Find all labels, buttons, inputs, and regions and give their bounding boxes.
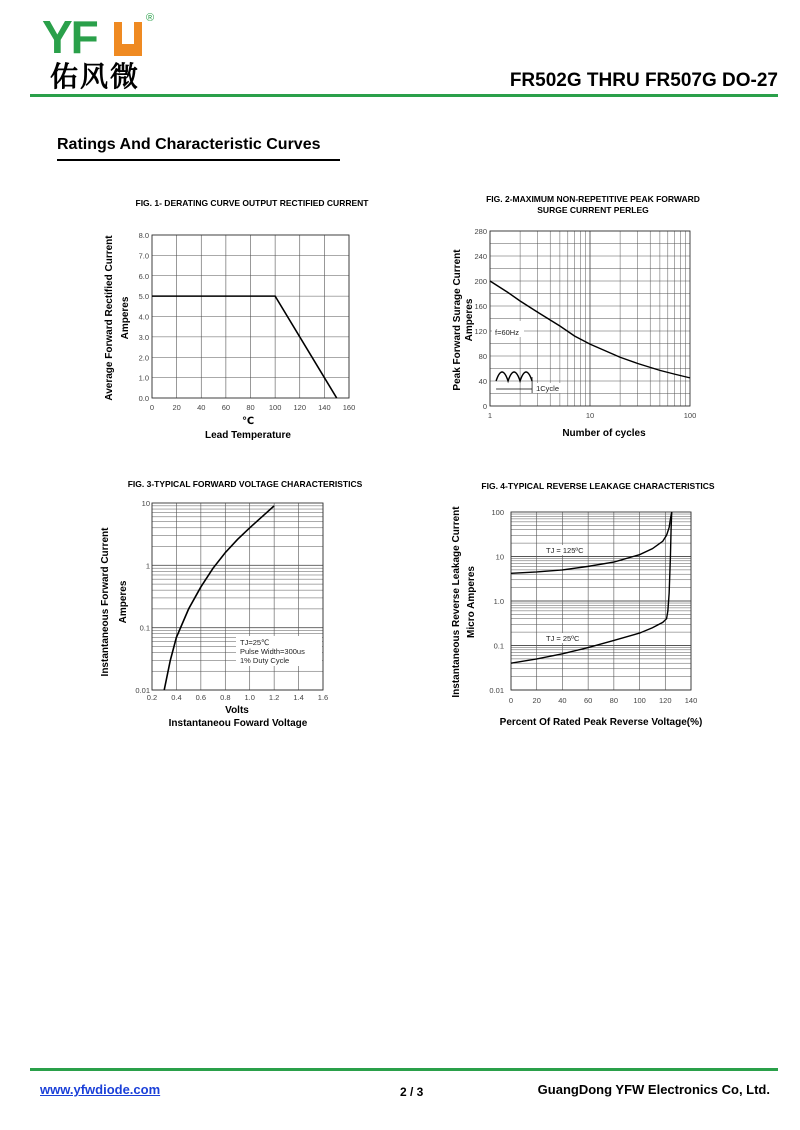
- fig2-title-2: SURGE CURRENT PERLEG: [537, 205, 649, 215]
- fig2-ytick-label: 200: [474, 277, 487, 286]
- fig2-ytick-label: 0: [482, 402, 487, 411]
- fig2-ytick-label: 120: [474, 327, 487, 336]
- fig4-annotation-25: TJ = 25ºC: [546, 634, 580, 643]
- fig2-ytick-label: 280: [474, 227, 487, 236]
- fig3-annotation-tj: TJ=25℃: [240, 638, 270, 647]
- fig4-ytick-label: 10: [495, 552, 504, 562]
- fig4-ytick-label: 1.0: [493, 597, 504, 606]
- registered-mark: ®: [146, 12, 155, 24]
- fig2-xtick-label: 100: [683, 411, 697, 420]
- fig1-chart: [104, 198, 369, 441]
- fig1-xlabel-unit: ℃: [241, 416, 255, 427]
- fig4-xtick-label: 140: [684, 696, 698, 705]
- company-name: GuangDong YFW Electronics Co, Ltd.: [537, 1082, 770, 1097]
- fig3-xtick-label: 0.4: [171, 693, 182, 702]
- fig1-ytick-label: 0.0: [138, 394, 149, 403]
- website-link[interactable]: www.yfwdiode.com: [40, 1082, 161, 1097]
- logo-letters: YF: [42, 11, 97, 63]
- fig3-ytick-label: 1: [145, 561, 150, 571]
- fig3-title: FIG. 3-TYPICAL FORWARD VOLTAGE CHARACTERISTICS: [127, 479, 363, 489]
- fig3-xtick-label: 1.0: [244, 693, 255, 702]
- fig4-xtick-label: 60: [583, 696, 593, 705]
- fig3-annotation-pulse: Pulse Width=300us: [240, 647, 305, 656]
- fig4-ytick-label: 0.01: [489, 686, 504, 695]
- fig1-xtick-label: 120: [293, 403, 307, 412]
- fig4-annotation-125: TJ = 125ºC: [546, 546, 584, 555]
- fig4-xtick-label: 120: [659, 696, 672, 705]
- page-number: 2 / 3: [400, 1085, 424, 1099]
- fig4-xtick-label: 80: [609, 696, 619, 705]
- fig2-annotation-freq: f=60Hz: [495, 328, 519, 337]
- fig2-ytick-label: 80: [478, 352, 487, 361]
- fig2-ytick-label: 40: [478, 377, 487, 386]
- fig2-waveform-icon: [496, 372, 532, 381]
- fig2-ytick-label: 160: [474, 302, 487, 311]
- fig1-xtick-label: 100: [268, 403, 282, 412]
- fig3-ytick-label: 10: [141, 499, 150, 508]
- fig1-xtick-label: 60: [221, 403, 231, 412]
- fig1-xtick-label: 140: [318, 403, 331, 412]
- fig3-xtick-label: 0.6: [195, 693, 207, 702]
- section-title: Ratings And Characteristic Curves: [57, 136, 321, 153]
- fig4-xlabel: Percent Of Rated Peak Reverse Voltage(%): [499, 717, 703, 728]
- fig1-xtick-label: 40: [197, 403, 206, 412]
- fig1-ytick-label: 6.0: [138, 271, 149, 281]
- fig1-ylabel-1: Average Forward Rectified Current: [104, 235, 115, 401]
- fig4-chart: [451, 481, 715, 728]
- fig1-ytick-label: 1.0: [138, 373, 149, 383]
- fig4-ytick-label: 100: [491, 508, 504, 517]
- doc-title: FR502G THRU FR507G DO-27: [509, 70, 778, 91]
- fig1-xtick-label: 20: [172, 403, 181, 412]
- fig4-xtick-label: 20: [532, 696, 541, 705]
- fig3-ytick-label: 0.01: [135, 686, 150, 695]
- fig4-xtick-label: 40: [558, 696, 567, 705]
- fig3-xtick-label: 0.8: [220, 693, 231, 702]
- fig2-xtick-label: 10: [585, 411, 595, 420]
- fig4-series-line-125: [511, 512, 672, 573]
- fig1-series-line: [152, 296, 337, 398]
- fig1-ytick-label: 2.0: [138, 353, 149, 363]
- fig4-ylabel-2: Micro Amperes: [466, 566, 477, 638]
- fig3-xtick-label: 1.4: [293, 693, 304, 702]
- fig2-xlabel: Number of cycles: [562, 428, 646, 439]
- fig1-xtick-label: 80: [246, 403, 255, 412]
- fig4-title: FIG. 4-TYPICAL REVERSE LEAKAGE CHARACTERISTICS: [481, 481, 715, 491]
- fig3-xtick-label: 0.2: [146, 693, 158, 702]
- fig4-xtick-label: 0: [508, 696, 514, 705]
- fig1-ytick-label: 7.0: [138, 251, 149, 261]
- fig3-ylabel-2: Amperes: [118, 580, 129, 624]
- fig1-xlabel: Lead Temperature: [205, 430, 291, 441]
- fig3-xtick-label: 1.2: [268, 693, 280, 702]
- fig2-ylabel-1: Peak Forward Surage Current: [452, 249, 463, 391]
- fig1-xtick-label: 0: [149, 403, 155, 412]
- fig4-ytick-label: 0.1: [493, 641, 504, 651]
- fig1-ylabel-2: Amperes: [120, 296, 131, 340]
- fig1-title: FIG. 1- DERATING CURVE OUTPUT RECTIFIED CURRENT: [135, 198, 369, 208]
- footer-divider: [30, 1068, 778, 1071]
- fig2-xtick-label: 1: [487, 411, 493, 420]
- fig2-ytick-label: 240: [474, 252, 487, 261]
- fig1-ytick-label: 8.0: [138, 231, 149, 240]
- fig3-xtick-label: 1.6: [317, 693, 329, 702]
- fig2-annotation-cycle: 1Cycle: [536, 384, 560, 393]
- fig1-ytick-label: 3.0: [138, 332, 149, 342]
- fig1-ytick-label: 5.0: [138, 292, 149, 302]
- fig3-ytick-label: 0.1: [139, 623, 150, 633]
- fig3-xlabel-1: Volts: [225, 705, 249, 716]
- fig3-ylabel-1: Instantaneous Forward Current: [100, 527, 111, 677]
- fig2-ylabel-2: Amperes: [464, 298, 475, 342]
- fig2-chart: [452, 194, 700, 439]
- fig3-chart: [100, 479, 363, 729]
- fig1-xtick-label: 160: [342, 403, 356, 412]
- fig2-title-1: FIG. 2-MAXIMUM NON-REPETITIVE PEAK FORWARD: [486, 194, 700, 204]
- fig4-ylabel-1: Instantaneous Reverse Leakage Current: [451, 506, 462, 698]
- fig3-annotation-duty: 1% Duty Cycle: [240, 656, 290, 665]
- logo-chinese: 佑风微: [50, 60, 141, 93]
- fig1-ytick-label: 4.0: [138, 312, 149, 322]
- fig3-xlabel-2: Instantaneou Foward Voltage: [168, 718, 308, 729]
- fig4-xtick-label: 100: [633, 696, 646, 705]
